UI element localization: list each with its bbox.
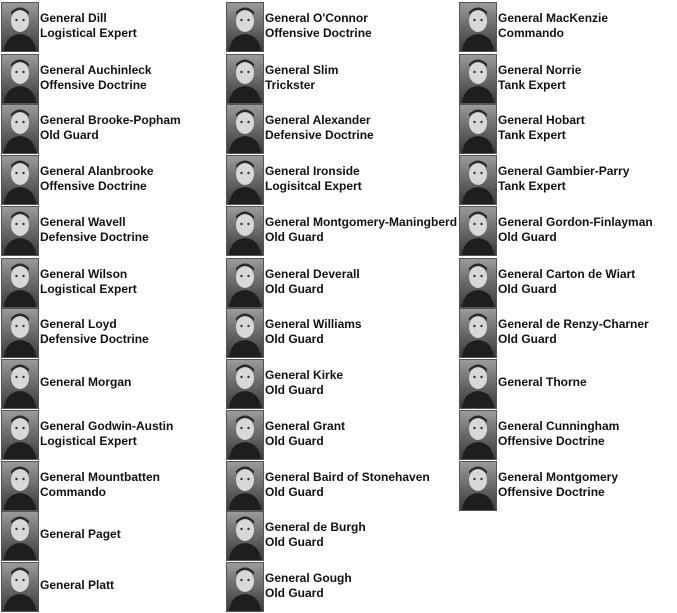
general-trait: Trickster: [265, 78, 316, 92]
general-card: [225, 461, 455, 511]
general-portrait: [1, 206, 39, 256]
general-name: General Gambier-Parry: [498, 164, 630, 178]
general-name: General O'Connor: [265, 11, 368, 25]
general-portrait: [459, 104, 497, 154]
general-trait: Old Guard: [265, 535, 324, 549]
general-card: [225, 104, 455, 154]
general-name: General Williams: [265, 317, 362, 331]
general-card: [0, 308, 230, 358]
general-card: [458, 359, 677, 409]
general-name: General Alanbrooke: [40, 164, 154, 178]
general-portrait: [1, 104, 39, 154]
general-card: [0, 410, 230, 460]
general-name: General Platt: [40, 578, 115, 592]
general-card: [458, 2, 677, 52]
general-portrait: [459, 155, 497, 205]
general-name: General Gordon-Finlayman: [498, 215, 653, 229]
general-name: General Wavell: [40, 215, 126, 229]
general-portrait: [459, 308, 497, 358]
general-name: General Slim: [265, 63, 339, 77]
general-name: General Alexander: [265, 113, 371, 127]
general-card: [0, 461, 230, 511]
general-name: General Dill: [40, 11, 107, 25]
general-portrait: [1, 2, 39, 52]
general-trait: Old Guard: [265, 332, 324, 346]
general-portrait: [1, 359, 39, 409]
general-portrait: [459, 359, 497, 409]
general-card: [0, 359, 230, 409]
general-trait: Old Guard: [498, 230, 557, 244]
general-name: General Ironside: [265, 164, 360, 178]
general-portrait: [459, 410, 497, 460]
general-name: General Morgan: [40, 375, 132, 389]
general-name: General Auchinleck: [40, 63, 152, 77]
general-name: General Thorne: [498, 375, 587, 389]
general-trait: Defensive Doctrine: [40, 332, 149, 346]
general-portrait: [459, 258, 497, 308]
general-card: [225, 359, 455, 409]
general-card: [458, 258, 677, 308]
general-card: [225, 155, 455, 205]
general-name: General de Burgh: [265, 520, 366, 534]
general-portrait: [226, 461, 264, 511]
general-portrait: [1, 461, 39, 511]
general-trait: Tank Expert: [498, 128, 566, 142]
general-portrait: [1, 155, 39, 205]
general-portrait: [226, 2, 264, 52]
general-card: [225, 562, 455, 612]
general-card: [225, 2, 455, 52]
general-trait: Offensive Doctrine: [498, 485, 605, 499]
general-card: [0, 104, 230, 154]
general-portrait: [226, 54, 264, 104]
general-name: General MacKenzie: [498, 11, 609, 25]
general-name: General Cunningham: [498, 419, 620, 433]
general-card: [225, 206, 458, 256]
general-portrait: [1, 54, 39, 104]
general-name: General Deverall: [265, 267, 360, 281]
general-name: General Paget: [40, 527, 121, 541]
general-name: General Mountbatten: [40, 470, 161, 484]
general-card: [0, 511, 230, 561]
general-card: [225, 258, 455, 308]
general-card: [225, 54, 455, 104]
general-trait: Defensive Doctrine: [265, 128, 374, 142]
general-trait: Logistical Expert: [40, 282, 137, 296]
general-name: General Grant: [265, 419, 346, 433]
general-trait: Old Guard: [265, 230, 324, 244]
general-name: General Carton de Wiart: [498, 267, 636, 281]
general-portrait: [1, 308, 39, 358]
general-trait: Tank Expert: [498, 78, 566, 92]
general-portrait: [1, 511, 39, 561]
general-trait: Logistical Expert: [40, 434, 137, 448]
general-card: [0, 54, 230, 104]
general-card: [458, 461, 677, 511]
general-name: General Brooke-Popham: [40, 113, 181, 127]
general-portrait: [226, 206, 264, 256]
general-name: General Godwin-Austin: [40, 419, 174, 433]
general-portrait: [226, 359, 264, 409]
general-card: [0, 206, 230, 256]
general-trait: Old Guard: [265, 383, 324, 397]
general-card: [0, 562, 230, 612]
general-name: General Baird of Stonehaven: [265, 470, 430, 484]
general-portrait: [226, 258, 264, 308]
general-portrait: [459, 206, 497, 256]
general-card: [458, 104, 677, 154]
general-portrait: [459, 2, 497, 52]
general-portrait: [459, 461, 497, 511]
general-portrait: [226, 104, 264, 154]
general-portrait: [1, 410, 39, 460]
general-trait: Old Guard: [265, 586, 324, 600]
general-trait: Old Guard: [265, 282, 324, 296]
general-trait: Offensive Doctrine: [40, 78, 147, 92]
general-name: General Loyd: [40, 317, 117, 331]
general-trait: Commando: [40, 485, 106, 499]
general-trait: Offensive Doctrine: [40, 179, 147, 193]
general-name: General Montgomery-Maningberd: [265, 215, 458, 229]
general-portrait: [1, 562, 39, 612]
general-portrait: [459, 54, 497, 104]
general-name: General Gough: [265, 571, 352, 585]
general-card: [458, 410, 677, 460]
general-name: General Norrie: [498, 63, 582, 77]
general-trait: Offensive Doctrine: [265, 26, 372, 40]
general-card: [0, 2, 230, 52]
general-name: General Hobart: [498, 113, 585, 127]
general-trait: Old Guard: [498, 332, 557, 346]
general-trait: Old Guard: [498, 282, 557, 296]
general-card: [0, 258, 230, 308]
general-card: [458, 54, 677, 104]
general-portrait: [226, 308, 264, 358]
general-trait: Old Guard: [265, 434, 324, 448]
general-trait: Defensive Doctrine: [40, 230, 149, 244]
general-name: General de Renzy-Charner: [498, 317, 649, 331]
general-name: General Montgomery: [498, 470, 619, 484]
general-card: [225, 511, 455, 561]
general-portrait: [226, 511, 264, 561]
general-card: [225, 308, 455, 358]
general-portrait: [226, 155, 264, 205]
general-trait: Old Guard: [265, 485, 324, 499]
general-card: [458, 308, 677, 358]
general-trait: Offensive Doctrine: [498, 434, 605, 448]
general-card: [458, 155, 677, 205]
general-trait: Logisitcal Expert: [265, 179, 362, 193]
general-name: General Wilson: [40, 267, 128, 281]
general-portrait: [226, 562, 264, 612]
general-trait: Commando: [498, 26, 564, 40]
general-name: General Kirke: [265, 368, 344, 382]
general-trait: Old Guard: [40, 128, 99, 142]
general-trait: Tank Expert: [498, 179, 566, 193]
general-card: [458, 206, 677, 256]
general-portrait: [226, 410, 264, 460]
general-portrait: [1, 258, 39, 308]
general-card: [225, 410, 455, 460]
general-card: [0, 155, 230, 205]
general-trait: Logistical Expert: [40, 26, 137, 40]
